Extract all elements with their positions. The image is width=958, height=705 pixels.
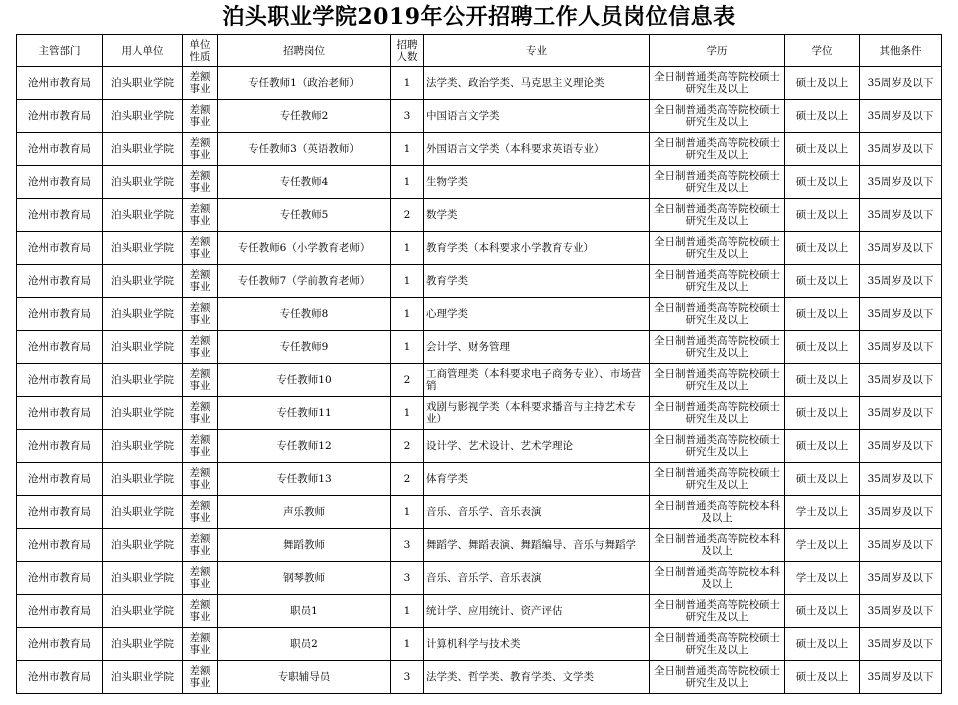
page-title: 泊头职业学院2019年公开招聘工作人员岗位信息表: [222, 4, 736, 30]
cell-education: 全日制普通类高等院校硕士研究生及以上: [650, 199, 785, 232]
cell-unit: 泊头职业学院: [103, 133, 183, 166]
cell-count: 1: [391, 232, 424, 265]
cell-education: 全日制普通类高等院校硕士研究生及以上: [650, 232, 785, 265]
cell-education: 全日制普通类高等院校硕士研究生及以上: [650, 364, 785, 397]
cell-major: 计算机科学与技术类: [424, 628, 650, 661]
cell-other: 35周岁及以下: [860, 364, 942, 397]
cell-major: 数学类: [424, 199, 650, 232]
table-row: [17, 430, 942, 463]
cell-major: 音乐、音乐学、音乐表演: [424, 562, 650, 595]
cell-degree: 学士及以上: [785, 529, 860, 562]
cell-other: 35周岁及以下: [860, 430, 942, 463]
cell-position: 专任教师5: [218, 199, 391, 232]
cell-dept: 沧州市教育局: [17, 562, 103, 595]
table-row: [17, 265, 942, 298]
header-education: 学历: [650, 35, 785, 67]
cell-major: 中国语言文学类: [424, 100, 650, 133]
cell-nature: 差额事业: [183, 661, 218, 694]
cell-education: 全日制普通类高等院校硕士研究生及以上: [650, 265, 785, 298]
cell-unit: 泊头职业学院: [103, 397, 183, 430]
cell-major: 音乐、音乐学、音乐表演: [424, 496, 650, 529]
cell-nature: 差额事业: [183, 133, 218, 166]
cell-major: 法学类、哲学类、教育学类、文学类: [424, 661, 650, 694]
cell-other: 35周岁及以下: [860, 133, 942, 166]
table-row: [17, 595, 942, 628]
cell-other: 35周岁及以下: [860, 199, 942, 232]
cell-unit: 泊头职业学院: [103, 100, 183, 133]
table-row: [17, 166, 942, 199]
cell-dept: 沧州市教育局: [17, 232, 103, 265]
cell-dept: 沧州市教育局: [17, 133, 103, 166]
cell-nature: 差额事业: [183, 364, 218, 397]
cell-other: 35周岁及以下: [860, 166, 942, 199]
table-row: [17, 67, 942, 100]
cell-count: 1: [391, 133, 424, 166]
cell-education: 全日制普通类高等院校硕士研究生及以上: [650, 628, 785, 661]
cell-education: 全日制普通类高等院校硕士研究生及以上: [650, 133, 785, 166]
cell-nature: 差额事业: [183, 628, 218, 661]
cell-dept: 沧州市教育局: [17, 364, 103, 397]
cell-other: 35周岁及以下: [860, 628, 942, 661]
cell-major: 舞蹈学、舞蹈表演、舞蹈编导、音乐与舞蹈学: [424, 529, 650, 562]
cell-degree: 硕士及以上: [785, 265, 860, 298]
cell-major: 会计学、财务管理: [424, 331, 650, 364]
cell-degree: 硕士及以上: [785, 661, 860, 694]
cell-position: 职员2: [218, 628, 391, 661]
cell-position: 专任教师4: [218, 166, 391, 199]
cell-position: 专任教师8: [218, 298, 391, 331]
cell-other: 35周岁及以下: [860, 67, 942, 100]
cell-position: 专任教师12: [218, 430, 391, 463]
cell-other: 35周岁及以下: [860, 265, 942, 298]
cell-unit: 泊头职业学院: [103, 166, 183, 199]
cell-count: 1: [391, 397, 424, 430]
table-row: [17, 496, 942, 529]
cell-dept: 沧州市教育局: [17, 529, 103, 562]
cell-unit: 泊头职业学院: [103, 463, 183, 496]
cell-other: 35周岁及以下: [860, 100, 942, 133]
table-row: [17, 100, 942, 133]
cell-education: 全日制普通类高等院校硕士研究生及以上: [650, 397, 785, 430]
cell-dept: 沧州市教育局: [17, 331, 103, 364]
cell-dept: 沧州市教育局: [17, 463, 103, 496]
cell-nature: 差额事业: [183, 496, 218, 529]
cell-position: 专职辅导员: [218, 661, 391, 694]
cell-degree: 硕士及以上: [785, 364, 860, 397]
cell-major: 工商管理类（本科要求电子商务专业）、市场营销: [424, 364, 650, 397]
cell-degree: 硕士及以上: [785, 232, 860, 265]
cell-nature: 差额事业: [183, 397, 218, 430]
cell-count: 2: [391, 463, 424, 496]
cell-degree: 硕士及以上: [785, 628, 860, 661]
cell-position: 专任教师9: [218, 331, 391, 364]
cell-dept: 沧州市教育局: [17, 397, 103, 430]
cell-nature: 差额事业: [183, 331, 218, 364]
cell-unit: 泊头职业学院: [103, 496, 183, 529]
cell-major: 生物学类: [424, 166, 650, 199]
cell-unit: 泊头职业学院: [103, 628, 183, 661]
cell-education: 全日制普通类高等院校硕士研究生及以上: [650, 331, 785, 364]
header-row: [17, 35, 942, 67]
table-row: [17, 232, 942, 265]
header-count: 招聘人数: [391, 35, 424, 67]
cell-nature: 差额事业: [183, 463, 218, 496]
cell-unit: 泊头职业学院: [103, 199, 183, 232]
cell-degree: 学士及以上: [785, 562, 860, 595]
cell-unit: 泊头职业学院: [103, 529, 183, 562]
table-row: [17, 628, 942, 661]
cell-nature: 差额事业: [183, 430, 218, 463]
cell-degree: 硕士及以上: [785, 298, 860, 331]
header-nature: 单位性质: [183, 35, 218, 67]
cell-other: 35周岁及以下: [860, 463, 942, 496]
cell-unit: 泊头职业学院: [103, 232, 183, 265]
cell-count: 3: [391, 661, 424, 694]
cell-other: 35周岁及以下: [860, 232, 942, 265]
cell-count: 2: [391, 199, 424, 232]
cell-major: 教育学类: [424, 265, 650, 298]
cell-education: 全日制普通类高等院校硕士研究生及以上: [650, 463, 785, 496]
cell-count: 1: [391, 166, 424, 199]
cell-nature: 差额事业: [183, 298, 218, 331]
cell-unit: 泊头职业学院: [103, 67, 183, 100]
cell-other: 35周岁及以下: [860, 595, 942, 628]
cell-count: 1: [391, 331, 424, 364]
cell-position: 专任教师3（英语教师）: [218, 133, 391, 166]
cell-position: 专任教师13: [218, 463, 391, 496]
cell-dept: 沧州市教育局: [17, 595, 103, 628]
cell-unit: 泊头职业学院: [103, 562, 183, 595]
cell-count: 1: [391, 595, 424, 628]
cell-degree: 硕士及以上: [785, 199, 860, 232]
cell-count: 1: [391, 265, 424, 298]
cell-position: 专任教师7（学前教育老师）: [218, 265, 391, 298]
cell-position: 专任教师2: [218, 100, 391, 133]
cell-dept: 沧州市教育局: [17, 199, 103, 232]
cell-unit: 泊头职业学院: [103, 595, 183, 628]
cell-nature: 差额事业: [183, 529, 218, 562]
cell-dept: 沧州市教育局: [17, 628, 103, 661]
cell-degree: 硕士及以上: [785, 331, 860, 364]
cell-position: 职员1: [218, 595, 391, 628]
cell-education: 全日制普通类高等院校本科及以上: [650, 529, 785, 562]
cell-degree: 硕士及以上: [785, 397, 860, 430]
cell-unit: 泊头职业学院: [103, 298, 183, 331]
table-row: [17, 331, 942, 364]
cell-count: 3: [391, 562, 424, 595]
cell-position: 专任教师10: [218, 364, 391, 397]
cell-degree: 硕士及以上: [785, 595, 860, 628]
cell-dept: 沧州市教育局: [17, 661, 103, 694]
cell-education: 全日制普通类高等院校硕士研究生及以上: [650, 430, 785, 463]
cell-count: 2: [391, 430, 424, 463]
cell-nature: 差额事业: [183, 67, 218, 100]
cell-dept: 沧州市教育局: [17, 100, 103, 133]
cell-education: 全日制普通类高等院校硕士研究生及以上: [650, 595, 785, 628]
table-row: [17, 661, 942, 694]
cell-education: 全日制普通类高等院校硕士研究生及以上: [650, 67, 785, 100]
cell-other: 35周岁及以下: [860, 562, 942, 595]
cell-position: 舞蹈教师: [218, 529, 391, 562]
cell-dept: 沧州市教育局: [17, 265, 103, 298]
cell-position: 声乐教师: [218, 496, 391, 529]
cell-degree: 硕士及以上: [785, 100, 860, 133]
positions-table: [16, 34, 942, 694]
table-header: [17, 35, 942, 67]
cell-other: 35周岁及以下: [860, 298, 942, 331]
cell-other: 35周岁及以下: [860, 661, 942, 694]
cell-major: 教育学类（本科要求小学教育专业）: [424, 232, 650, 265]
table-row: [17, 397, 942, 430]
cell-other: 35周岁及以下: [860, 397, 942, 430]
cell-major: 统计学、应用统计、资产评估: [424, 595, 650, 628]
cell-education: 全日制普通类高等院校本科及以上: [650, 562, 785, 595]
cell-major: 体育学类: [424, 463, 650, 496]
table-row: [17, 199, 942, 232]
cell-unit: 泊头职业学院: [103, 430, 183, 463]
cell-count: 1: [391, 298, 424, 331]
cell-degree: 硕士及以上: [785, 430, 860, 463]
cell-education: 全日制普通类高等院校硕士研究生及以上: [650, 166, 785, 199]
cell-nature: 差额事业: [183, 562, 218, 595]
cell-nature: 差额事业: [183, 265, 218, 298]
cell-count: 1: [391, 496, 424, 529]
cell-degree: 硕士及以上: [785, 166, 860, 199]
cell-dept: 沧州市教育局: [17, 298, 103, 331]
cell-position: 专任教师1（政治老师）: [218, 67, 391, 100]
cell-position: 钢琴教师: [218, 562, 391, 595]
cell-degree: 硕士及以上: [785, 67, 860, 100]
cell-position: 专任教师11: [218, 397, 391, 430]
cell-major: 法学类、政治学类、马克思主义理论类: [424, 67, 650, 100]
cell-nature: 差额事业: [183, 166, 218, 199]
cell-dept: 沧州市教育局: [17, 166, 103, 199]
header-position: 招聘岗位: [218, 35, 391, 67]
cell-nature: 差额事业: [183, 100, 218, 133]
cell-nature: 差额事业: [183, 199, 218, 232]
cell-education: 全日制普通类高等院校硕士研究生及以上: [650, 298, 785, 331]
table-row: [17, 529, 942, 562]
cell-unit: 泊头职业学院: [103, 331, 183, 364]
cell-major: 外国语言文学类（本科要求英语专业）: [424, 133, 650, 166]
cell-unit: 泊头职业学院: [103, 265, 183, 298]
cell-dept: 沧州市教育局: [17, 67, 103, 100]
cell-major: 戏剧与影视学类（本科要求播音与主持艺术专业）: [424, 397, 650, 430]
cell-nature: 差额事业: [183, 595, 218, 628]
cell-unit: 泊头职业学院: [103, 661, 183, 694]
cell-other: 35周岁及以下: [860, 331, 942, 364]
table-row: [17, 463, 942, 496]
cell-count: 3: [391, 100, 424, 133]
cell-other: 35周岁及以下: [860, 496, 942, 529]
table-body: [17, 67, 942, 694]
header-unit: 用人单位: [103, 35, 183, 67]
cell-education: 全日制普通类高等院校本科及以上: [650, 496, 785, 529]
cell-count: 1: [391, 628, 424, 661]
cell-major: 设计学、艺术设计、艺术学理论: [424, 430, 650, 463]
cell-dept: 沧州市教育局: [17, 496, 103, 529]
cell-degree: 学士及以上: [785, 496, 860, 529]
cell-nature: 差额事业: [183, 232, 218, 265]
cell-dept: 沧州市教育局: [17, 430, 103, 463]
cell-count: 2: [391, 364, 424, 397]
header-dept: 主管部门: [17, 35, 103, 67]
cell-unit: 泊头职业学院: [103, 364, 183, 397]
table-row: [17, 133, 942, 166]
cell-position: 专任教师6（小学教育老师）: [218, 232, 391, 265]
header-major: 专业: [424, 35, 650, 67]
cell-education: 全日制普通类高等院校硕士研究生及以上: [650, 661, 785, 694]
cell-major: 心理学类: [424, 298, 650, 331]
table-row: [17, 298, 942, 331]
cell-degree: 硕士及以上: [785, 463, 860, 496]
header-degree: 学位: [785, 35, 860, 67]
cell-other: 35周岁及以下: [860, 529, 942, 562]
cell-degree: 硕士及以上: [785, 133, 860, 166]
table-row: [17, 364, 942, 397]
cell-count: 3: [391, 529, 424, 562]
table-row: [17, 562, 942, 595]
cell-count: 1: [391, 67, 424, 100]
cell-education: 全日制普通类高等院校硕士研究生及以上: [650, 100, 785, 133]
header-other: 其他条件: [860, 35, 942, 67]
